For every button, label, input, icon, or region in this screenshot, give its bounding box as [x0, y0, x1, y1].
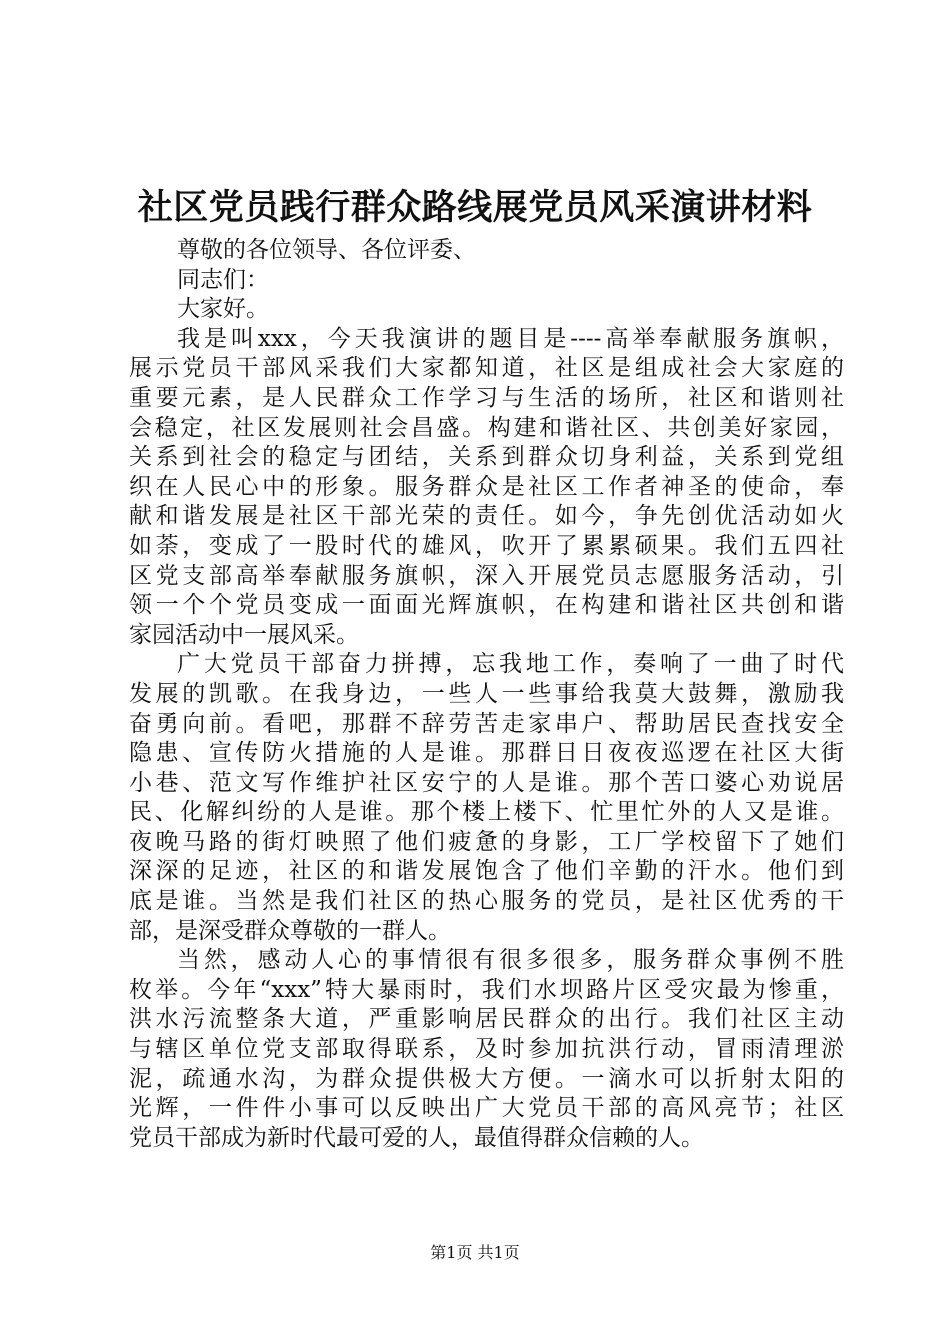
text-line: 会稳定，社区发展则社会昌盛。构建和谐社区、共创美好家园， [129, 414, 844, 441]
text-line: 广大党员干部奋力拼搏，忘我地工作，奏响了一曲了时代 [177, 651, 844, 678]
document-title: 社区党员践行群众路线展党员风采演讲材料 [137, 187, 813, 228]
text-line: 展示党员干部风采我们大家都知道，社区是组成社会大家庭的 [129, 355, 844, 382]
text-line: 奋勇向前。看吧，那群不辞劳苦走家串户、帮助居民查找安全 [129, 710, 844, 737]
salutation-line: 大家好。 [177, 296, 269, 323]
text-line: 区党支部高举奉献服务旗帜，深入开展党员志愿服务活动，引 [129, 562, 844, 589]
text-line: 关系到社会的稳定与团结，关系到群众切身利益，关系到党组 [129, 444, 844, 471]
paragraph-3 [129, 946, 844, 1153]
text-line: 我是叫xxx，今天我演讲的题目是----高举奉献服务旗帜， [177, 325, 844, 352]
text-line: 小巷、范文写作维护社区安宁的人是谁。那个苦口婆心劝说居 [129, 769, 844, 796]
paragraph-2 [129, 650, 844, 946]
text-line: 光辉，一件件小事可以反映出广大党员干部的高风亮节；社区 [129, 1095, 844, 1122]
text-line: 与辖区单位党支部取得联系，及时参加抗洪行动，冒雨清理淤 [129, 1036, 844, 1063]
text-line: 献和谐发展是社区干部光荣的责任。如今，争先创优活动如火 [129, 503, 844, 530]
text-line: 深深的足迹，社区的和谐发展饱含了他们辛勤的汗水。他们到 [129, 858, 844, 885]
text-line: 党员干部成为新时代最可爱的人，最值得群众信赖的人。 [129, 1124, 704, 1151]
page-footer: 第1页 共1页 [430, 1243, 520, 1262]
text-line: 发展的凯歌。在我身边，一些人一些事给我莫大鼓舞，激励我 [129, 680, 844, 707]
text-line: 枚举。今年“xxx”特大暴雨时，我们水坝路片区受灾最为惨重， [129, 976, 844, 1003]
salutation-line: 同志们： [177, 266, 269, 293]
text-line: 底是谁。当然是我们社区的热心服务的党员，是社区优秀的干 [129, 888, 844, 915]
text-line: 民、化解纠纷的人是谁。那个楼上楼下、忙里忙外的人又是谁。 [129, 799, 844, 826]
text-line: 当然，感动人心的事情很有很多很多，服务群众事例不胜 [177, 947, 844, 974]
paragraph-1 [129, 325, 844, 651]
text-line: 泥，疏通水沟，为群众提供极大方便。一滴水可以折射太阳的 [129, 1065, 844, 1092]
text-line: 夜晚马路的街灯映照了他们疲惫的身影，工厂学校留下了她们 [129, 828, 844, 855]
text-line: 领一个个党员变成一面面光辉旗帜，在构建和谐社区共创和谐 [129, 592, 844, 619]
document-body [129, 236, 844, 1153]
text-line: 隐患、宣传防火措施的人是谁。那群日日夜夜巡逻在社区大街 [129, 740, 844, 767]
text-line: 家园活动中一展风采。 [129, 621, 359, 648]
text-line: 织在人民心中的形象。服务群众是社区工作者神圣的使命，奉 [129, 473, 844, 500]
text-line: 部，是深受群众尊敬的一群人。 [129, 917, 451, 944]
salutation-line: 尊敬的各位领导、各位评委、 [177, 237, 476, 263]
text-line: 如荼，变成了一股时代的雄风，吹开了累累硕果。我们五四社 [129, 532, 844, 559]
text-line: 重要元素，是人民群众工作学习与生活的场所，社区和谐则社 [129, 384, 844, 411]
text-line: 洪水污流整条大道，严重影响居民群众的出行。我们社区主动 [129, 1006, 844, 1033]
